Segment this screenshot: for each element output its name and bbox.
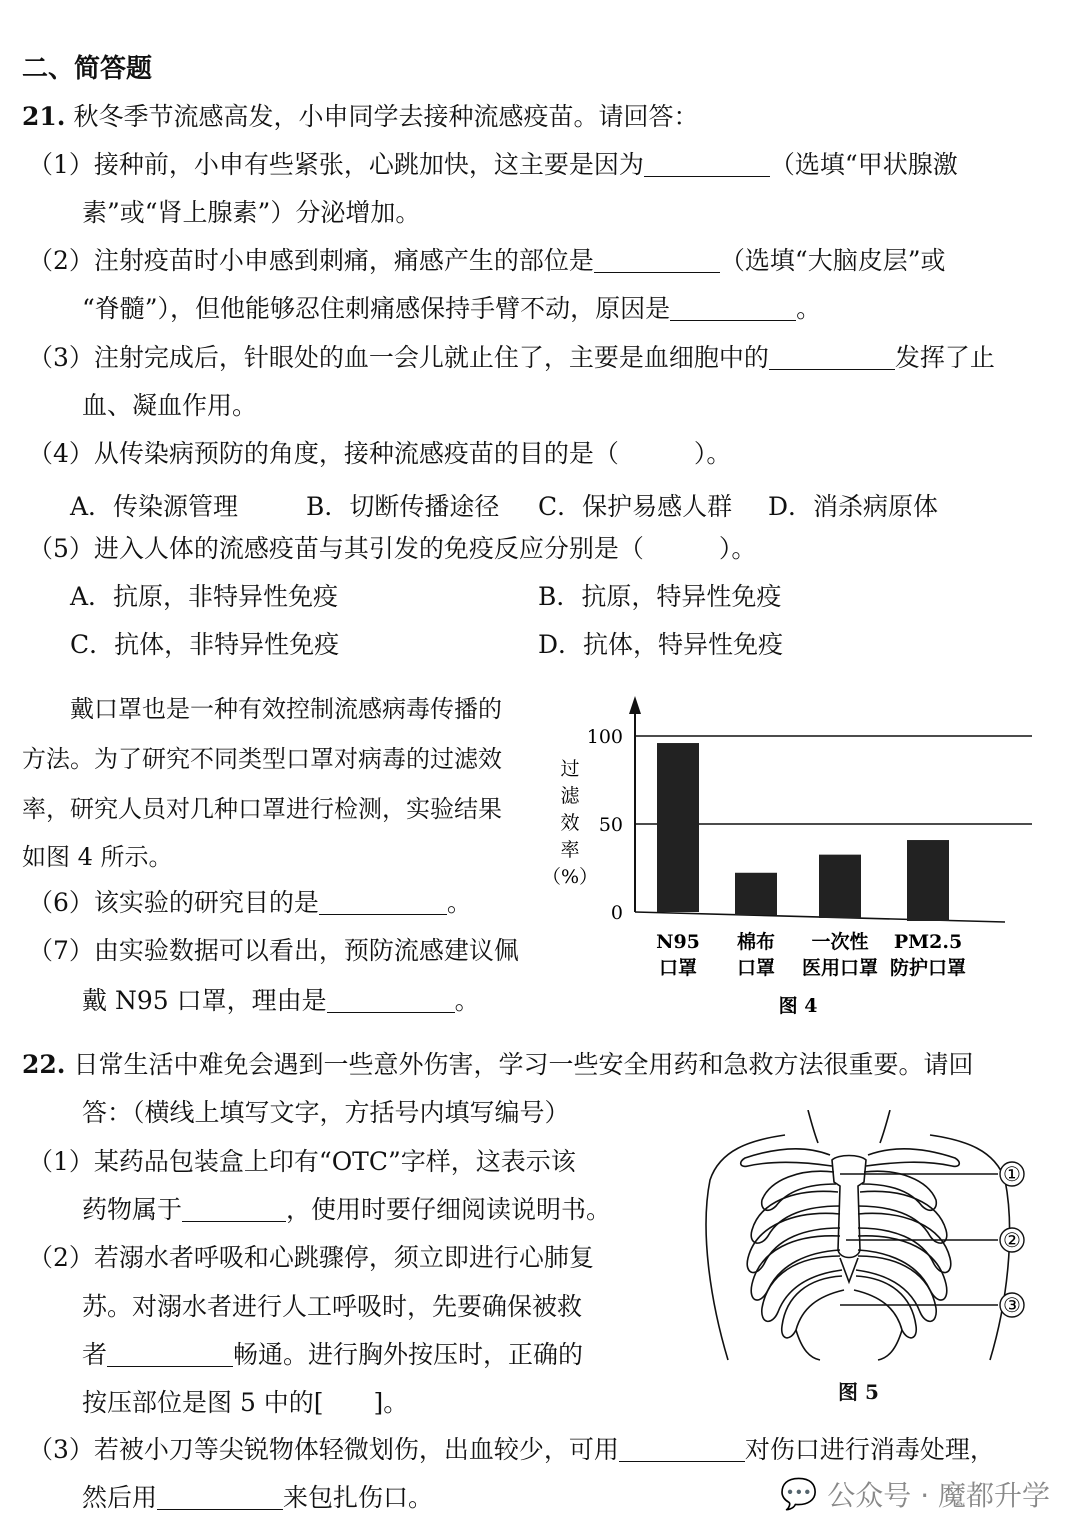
y-tick-label: 50 — [598, 814, 623, 836]
q22-stem-text: 日常生活中难免会遇到一些意外伤害，学习一些安全用药和急救方法很重要。请回 — [73, 1050, 974, 1079]
q21-p2-cont — [82, 292, 821, 326]
y-axis-label-char: （%） — [541, 866, 599, 888]
q22-p3-text2: 对伤口进行消毒处理， — [744, 1435, 995, 1464]
q22-p1: （1）某药品包装盒上印有“OTC”字样，这表示该 — [28, 1147, 576, 1176]
option-a[interactable]: A．抗原，非特异性免疫 — [70, 582, 339, 611]
answer-blank[interactable] — [319, 888, 447, 915]
q22-p1-text2: ，使用时要仔细阅读说明书。 — [286, 1195, 612, 1224]
y-tick-label: 0 — [610, 902, 623, 924]
q22-p2-text2: 畅通。进行胸外按压时，正确的 — [233, 1340, 584, 1369]
q21-p7-text: 戴 N95 口罩，理由是 — [82, 986, 327, 1015]
torso-outline — [706, 1135, 785, 1360]
q21-p2-text: （2）注射疫苗时小申感到刺痛，痛感产生的部位是 — [28, 246, 594, 275]
option-c[interactable]: C．保护易感人群 — [538, 492, 733, 521]
option-a[interactable]: A．传染源管理 — [70, 492, 239, 521]
q22-p3-cont — [82, 1481, 433, 1515]
answer-blank[interactable] — [670, 294, 796, 321]
wechat-icon: 💬 — [779, 1476, 818, 1512]
q22-p3-text3: 然后用 — [82, 1483, 158, 1512]
mask-paragraph-line: 如图 4 所示。 — [22, 843, 173, 871]
answer-blank[interactable] — [327, 986, 455, 1013]
bar-2 — [735, 873, 777, 915]
option-b[interactable]: B．抗原，特异性免疫 — [538, 582, 782, 611]
mask-paragraph-line: 率，研究人员对几种口罩进行检测，实验结果 — [22, 795, 502, 823]
x-tick-label: 医用口罩 — [801, 957, 879, 979]
q21-p3-text2: 发挥了止 — [894, 343, 995, 372]
x-tick-label: 口罩 — [658, 957, 698, 979]
option-d[interactable]: D．消杀病原体 — [768, 492, 939, 521]
watermark-text: 公众号 · 魔都升学 — [827, 1479, 1050, 1512]
q21-stem — [22, 100, 698, 134]
option-b[interactable]: B．切断传播途径 — [306, 492, 500, 521]
x-tick-label: N95 — [656, 931, 700, 953]
q22-p3 — [28, 1433, 995, 1467]
xiphoid — [840, 1258, 858, 1282]
answer-blank[interactable] — [769, 343, 895, 370]
q21-p3 — [28, 341, 995, 375]
option-c[interactable]: C．抗体，非特异性免疫 — [70, 630, 340, 659]
q22-p1-cont — [82, 1193, 611, 1227]
q21-stem-text: 秋冬季节流感高发，小申同学去接种流感疫苗。请回答： — [73, 102, 699, 131]
x-tick-label: 棉布 — [736, 931, 776, 953]
q22-p3-text: （3）若被小刀等尖锐物体轻微划伤，出血较少，可用 — [28, 1435, 619, 1464]
q22-p2-cont3: 按压部位是图 5 中的[ ]。 — [82, 1388, 409, 1417]
q22-p3-text4: 来包扎伤口。 — [283, 1483, 434, 1512]
q22-p1-text: 药物属于 — [82, 1195, 183, 1224]
q21-p4: （4）从传染病预防的角度，接种流感疫苗的目的是（ ）。 — [28, 439, 732, 468]
y-tick-label: 100 — [586, 726, 623, 748]
q21-p1-cont: 素”或“肾上腺素”）分泌增加。 — [82, 198, 421, 227]
q22-stem-cont: 答：（横线上填写文字，方括号内填写编号） — [82, 1098, 570, 1127]
q21-p7: （7）由实验数据可以看出，预防流感建议佩 — [28, 936, 519, 965]
neck-line — [880, 1110, 890, 1143]
x-tick-label: 口罩 — [736, 957, 776, 979]
q21-number: 21. — [22, 102, 66, 131]
q21-p1-text: （1）接种前，小申有些紧张，心跳加快，这主要是因为 — [28, 150, 644, 179]
bar-4 — [907, 840, 949, 921]
answer-blank[interactable] — [182, 1195, 286, 1222]
costal-margin — [878, 1330, 902, 1360]
y-axis-arrow — [629, 696, 641, 714]
answer-blank[interactable] — [107, 1340, 233, 1367]
answer-blank[interactable] — [619, 1435, 745, 1462]
answer-blank[interactable] — [644, 150, 770, 177]
q21-p6-text: （6）该实验的研究目的是 — [28, 888, 319, 917]
option-d[interactable]: D．抗体，特异性免疫 — [538, 630, 784, 659]
figure-5-caption: 图 5 — [838, 1380, 879, 1404]
neck-line — [808, 1110, 818, 1143]
q21-p3-cont: 血、凝血作用。 — [82, 391, 258, 420]
q22-p2-cont: 苏。对溺水者进行人工呼吸时，先要确保被救 — [82, 1292, 583, 1321]
q21-p1-hint: （选填“甲状腺激 — [769, 150, 958, 179]
label-1: ① — [1003, 1162, 1021, 1186]
y-axis-label-char: 滤 — [560, 785, 580, 807]
mask-paragraph-line: 方法。为了研究不同类型口罩对病毒的过滤效 — [22, 745, 502, 773]
q21-p7-cont — [82, 984, 480, 1018]
x-tick-label: PM2.5 — [893, 931, 963, 953]
q22-stem — [22, 1048, 973, 1082]
bar-3 — [819, 855, 861, 918]
answer-blank[interactable] — [594, 246, 720, 273]
figure-5-ribcage-diagram — [690, 1110, 1040, 1370]
bar-1 — [657, 743, 699, 912]
watermark — [780, 1474, 1050, 1514]
q21-p1 — [28, 148, 958, 182]
label-2: ② — [1003, 1228, 1021, 1252]
q22-p2: （2）若溺水者呼吸和心跳骤停，须立即进行心肺复 — [28, 1243, 594, 1272]
y-axis-label-char: 率 — [560, 839, 580, 861]
y-axis-label-char: 过 — [560, 758, 580, 780]
q21-p3-text: （3）注射完成后，针眼处的血一会儿就止住了，主要是血细胞中的 — [28, 343, 769, 372]
period: 。 — [454, 986, 480, 1015]
q21-p6 — [28, 886, 472, 920]
x-tick-label: 一次性 — [811, 931, 869, 953]
q21-p2-hint: （选填“大脑皮层”或 — [719, 246, 946, 275]
clavicle — [741, 1149, 832, 1167]
mask-paragraph-line: 戴口罩也是一种有效控制流感病毒传播的 — [70, 695, 502, 723]
q21-p2 — [28, 244, 945, 278]
q22-p2-text: 者 — [82, 1340, 108, 1369]
q22-p2-cont2 — [82, 1338, 583, 1372]
label-3: ③ — [1003, 1293, 1021, 1317]
y-axis-label-char: 效 — [560, 812, 580, 834]
torso-outline — [930, 1135, 1010, 1360]
q21-p2-text2: “脊髓”），但他能够忍住刺痛感保持手臂不动，原因是 — [82, 294, 671, 323]
period: 。 — [796, 294, 822, 323]
costal-margin — [796, 1330, 820, 1360]
x-tick-label: 防护口罩 — [889, 957, 967, 979]
answer-blank[interactable] — [157, 1483, 283, 1510]
q21-p5: （5）进入人体的流感疫苗与其引发的免疫反应分别是（ ）。 — [28, 534, 757, 563]
clavicle — [866, 1149, 959, 1167]
chart-title: 图 4 — [778, 995, 818, 1017]
period: 。 — [446, 888, 472, 917]
section-title: 二、简答题 — [22, 54, 153, 84]
q22-number: 22. — [22, 1050, 66, 1079]
figure-4-chart — [540, 690, 1040, 1030]
